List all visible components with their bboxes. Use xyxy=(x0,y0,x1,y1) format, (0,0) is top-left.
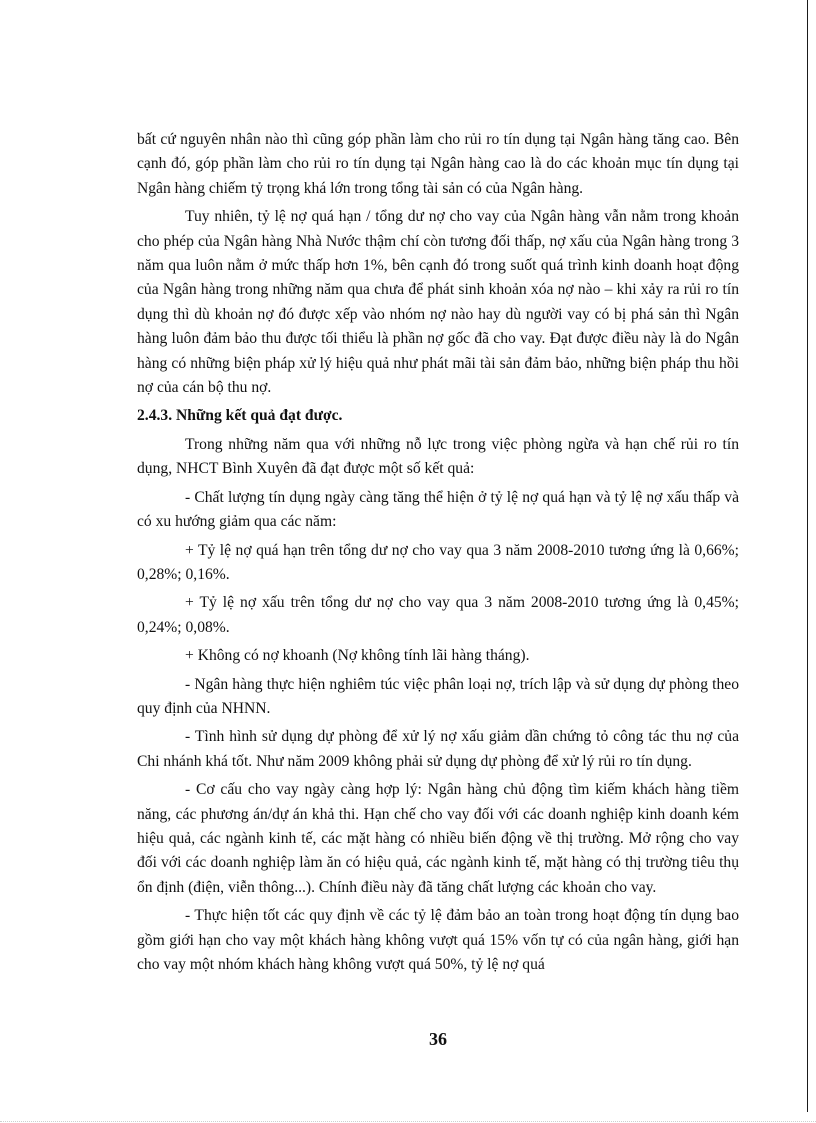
list-item-provision-usage: - Tình hình sử dụng dự phòng để xử lý nợ xấu giảm dần chứng tỏ công tác thu nợ của Chi nhánh khá tốt. Như năm 2009 không phải sử dụng dự phòng để xử lý rủi ro tín dụng. xyxy=(137,728,739,770)
list-item-credit-quality: - Chất lượng tín dụng ngày càng tăng thể hiện ở tỷ lệ nợ quá hạn và tỷ lệ nợ xấu thấp và có xu hướng giảm qua các năm: xyxy=(137,488,739,531)
paragraph-intro-results: Trong những năm qua với những nỗ lực trong việc phòng ngừa và hạn chế rủi ro tín dụng, NHCT Bình Xuyên đã đạt được một số kết quả: xyxy=(137,435,739,478)
section-heading: 2.4.3. Những kết quả đạt được. xyxy=(137,407,343,425)
page-border-bottom xyxy=(0,1121,816,1122)
document-body xyxy=(137,128,739,981)
list-item-no-frozen-debt: + Không có nợ khoanh (Nợ không tính lãi hàng tháng). xyxy=(185,647,530,665)
list-item-safety-ratios: - Thực hiện tốt các quy định về các tỷ lệ đảm bảo an toàn trong hoạt động tín dụng bao gồm giới hạn cho vay một khách hàng không vượt quá 15% vốn tự có của ngân hàng, giới hạn cho vay một nhóm khách hàng không vượt quá 50%, tỷ lệ nợ quá xyxy=(137,907,739,973)
list-item-bad-debt-ratio: + Tỷ lệ nợ xấu trên tổng dư nợ cho vay qua 3 năm 2008-2010 tương ứng là 0,45%; 0,24%; 0,08%. xyxy=(137,594,739,636)
list-item-debt-classification: - Ngân hàng thực hiện nghiêm túc việc phân loại nợ, trích lập và sử dụng dự phòng theo quy định của NHNN. xyxy=(137,675,739,717)
paragraph-bad-debt-ratio: Tuy nhiên, tỷ lệ nợ quá hạn / tổng dư nợ cho vay của Ngân hàng vẫn nằm trong khoản cho phép của Ngân hàng Nhà Nước thậm chí còn tương đối thấp, nợ xấu của Ngân hàng trong 3 năm qua luôn nằm ở mức thấp hơn 1%, bên cạnh đó trong suốt quá trình kinh doanh hoạt động của Ngân hàng trong những năm qua chưa để phát sinh khoản xóa nợ nào – khi xảy ra rủi ro tín dụng thì dù khoản nợ đó được xếp vào nhóm nợ nào hay dù người vay có bị phá sản thì Ngân hàng luôn đảm bảo thu được tối thiểu là phần nợ gốc đã cho vay. Đạt được điều này là do Ngân hàng có những biện pháp xử lý hiệu quả như phát mãi tài sản đảm bảo, những biện pháp thu hồi nợ của cán bộ thu nợ. xyxy=(137,208,739,397)
list-item-overdue-ratio: + Tỷ lệ nợ quá hạn trên tổng dư nợ cho vay qua 3 năm 2008-2010 tương ứng là 0,66%; 0,28%; 0,16%. xyxy=(137,541,739,583)
paragraph-continuation: bất cứ nguyên nhân nào thì cũng góp phần làm cho rủi ro tín dụng tại Ngân hàng tăng cao. Bên cạnh đó, góp phần làm cho rủi ro tín dụng tại Ngân hàng cao là do các khoản mục tín dụng tại Ngân hàng chiếm tỷ trọng khá lớn trong tổng tài sản có của Ngân hàng. xyxy=(137,131,739,197)
list-item-loan-structure: - Cơ cấu cho vay ngày càng hợp lý: Ngân hàng chủ động tìm kiếm khách hàng tiềm năng, các phương án/dự án khả thi. Hạn chế cho vay đối với các doanh nghiệp kinh doanh kém hiệu quả, các ngành kinh tế, các mặt hàng có nhiều biến động về thị trường. Mở rộng cho vay đối với các doanh nghiệp làm ăn có hiệu quả, các ngành kinh tế, mặt hàng có thị trường tiêu thụ ổn định (điện, viễn thông...). Chính điều này đã tăng chất lượng các khoản cho vay. xyxy=(137,781,739,896)
page-border-right xyxy=(807,0,808,1112)
page-number: 36 xyxy=(429,1029,447,1049)
